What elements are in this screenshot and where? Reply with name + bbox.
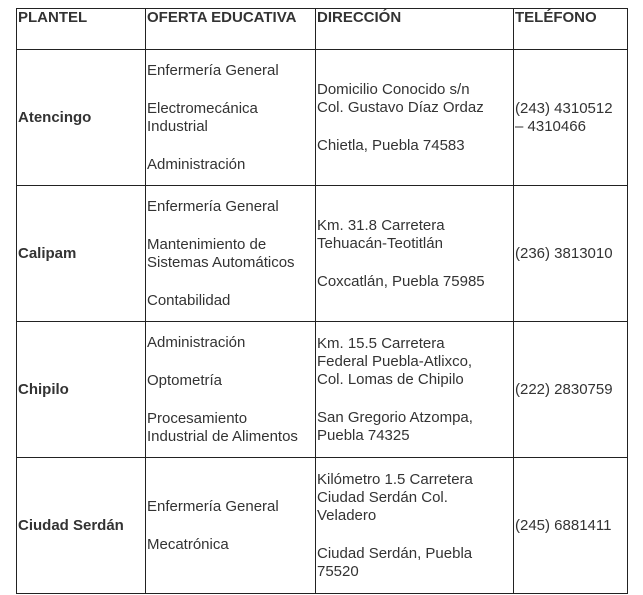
oferta-line: Administración xyxy=(147,155,246,173)
direccion-cell xyxy=(316,186,514,322)
direccion-cell xyxy=(316,322,514,458)
oferta-line: Contabilidad xyxy=(147,291,231,309)
top-strip xyxy=(0,0,643,8)
plantel-cell: Atencingo xyxy=(17,50,146,186)
oferta-line: Mecatrónica xyxy=(147,535,229,553)
telefono-line: (236) 3813010 xyxy=(515,244,613,262)
oferta-line: Industrial de Alimentos xyxy=(147,427,298,445)
direccion-line: Coxcatlán, Puebla 75985 xyxy=(317,272,485,290)
telefono-cell xyxy=(514,322,628,458)
direccion-cell xyxy=(316,458,514,594)
table-row xyxy=(17,458,628,594)
table-row xyxy=(17,322,628,458)
header-oferta-educativa: OFERTA EDUCATIVA xyxy=(146,9,316,50)
plantel-cell: Calipam xyxy=(17,186,146,322)
direccion-line: Col. Lomas de Chipilo xyxy=(317,370,464,388)
planteles-table xyxy=(16,8,628,594)
table-row xyxy=(17,50,628,186)
oferta-line: Mantenimiento de xyxy=(147,235,267,253)
direccion-line: Domicilio Conocido s/n xyxy=(317,80,470,98)
direccion-line: Kilómetro 1.5 Carretera xyxy=(317,470,473,488)
oferta-line: Enfermería General xyxy=(147,497,279,515)
telefono-line: (245) 6881411 xyxy=(515,516,612,534)
direccion-line: Col. Gustavo Díaz Ordaz xyxy=(317,98,484,116)
oferta-line: Enfermería General xyxy=(147,61,279,79)
telefono-line: (222) 2830759 xyxy=(515,380,613,398)
header-direccion: DIRECCIÓN xyxy=(316,9,514,50)
direccion-cell xyxy=(316,50,514,186)
header-telefono: TELÉFONO xyxy=(514,9,628,50)
oferta-cell xyxy=(146,186,316,322)
telefono-line: – 4310466 xyxy=(515,117,586,135)
oferta-line: Enfermería General xyxy=(147,197,279,215)
direccion-line: Km. 31.8 Carretera xyxy=(317,216,445,234)
oferta-cell xyxy=(146,322,316,458)
direccion-line: Tehuacán-Teotitlán xyxy=(317,234,443,252)
telefono-cell xyxy=(514,50,628,186)
direccion-line: 75520 xyxy=(317,562,359,580)
direccion-line: Chietla, Puebla 74583 xyxy=(317,136,465,154)
direccion-line: Ciudad Serdán, Puebla xyxy=(317,544,473,562)
oferta-line: Procesamiento xyxy=(147,409,248,427)
oferta-cell xyxy=(146,50,316,186)
telefono-cell xyxy=(514,186,628,322)
oferta-line: Administración xyxy=(147,333,246,351)
table-row xyxy=(17,186,628,322)
oferta-line: Sistemas Automáticos xyxy=(147,253,295,271)
plantel-cell: Ciudad Serdán xyxy=(17,458,146,594)
header-plantel: PLANTEL xyxy=(17,9,146,50)
plantel-cell: Chipilo xyxy=(17,322,146,458)
direccion-line: Veladero xyxy=(317,506,377,524)
table-header-row xyxy=(17,9,628,50)
oferta-line: Industrial xyxy=(147,117,208,135)
oferta-line: Electromecánica xyxy=(147,99,258,117)
direccion-line: Federal Puebla-Atlixco, xyxy=(317,352,473,370)
direccion-line: Km. 15.5 Carretera xyxy=(317,334,445,352)
oferta-line: Optometría xyxy=(147,371,223,389)
telefono-cell xyxy=(514,458,628,594)
oferta-cell xyxy=(146,458,316,594)
telefono-line: (243) 4310512 xyxy=(515,99,613,117)
direccion-line: San Gregorio Atzompa, xyxy=(317,408,473,426)
direccion-line: Puebla 74325 xyxy=(317,426,410,444)
direccion-line: Ciudad Serdán Col. xyxy=(317,488,448,506)
